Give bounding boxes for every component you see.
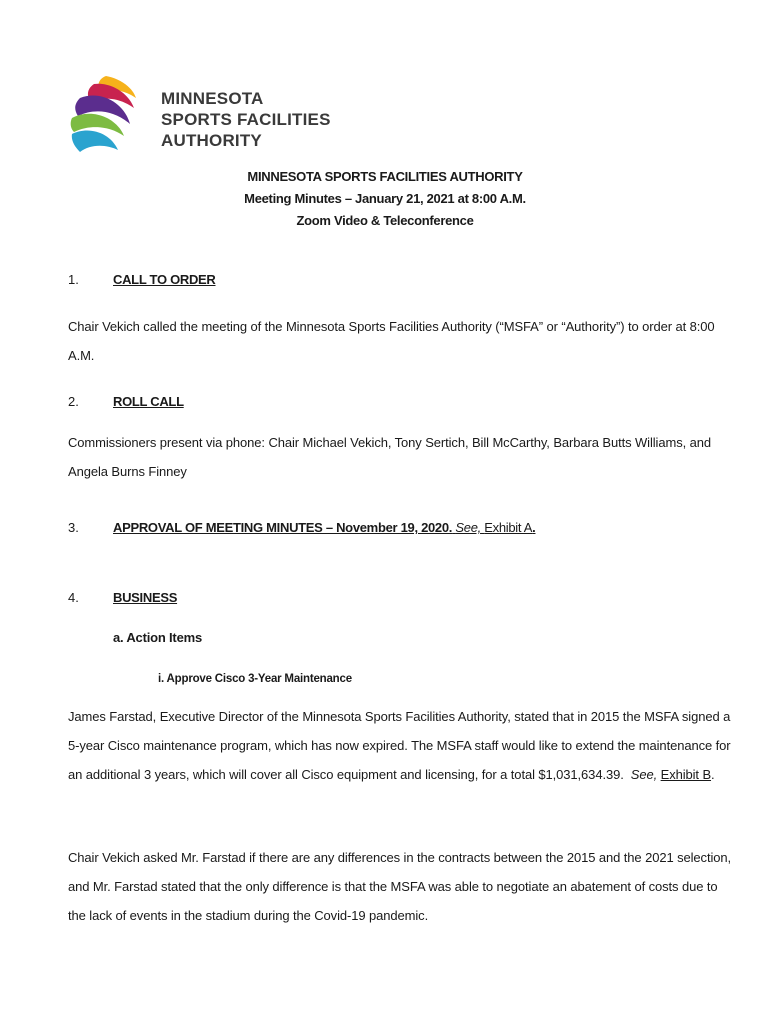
subsection-action-items: a. Action Items bbox=[113, 630, 202, 645]
exhibit-b-link[interactable]: Exhibit B bbox=[660, 767, 712, 782]
section-title-call-to-order: CALL TO ORDER bbox=[113, 272, 216, 287]
section-number: 3. bbox=[68, 520, 79, 535]
logo-line-2: SPORTS FACILITIES bbox=[161, 110, 331, 129]
msfa-logo bbox=[66, 74, 331, 158]
item-approve-cisco: i. Approve Cisco 3-Year Maintenance bbox=[158, 673, 352, 685]
section-title-roll-call: ROLL CALL bbox=[113, 394, 184, 409]
section-number: 1. bbox=[68, 272, 79, 287]
header-meeting-date: Meeting Minutes – January 21, 2021 at 8:00 A.M. bbox=[244, 191, 526, 206]
approval-period: . bbox=[532, 520, 536, 535]
logo-swirl-icon bbox=[66, 74, 156, 158]
section-number: 2. bbox=[68, 394, 79, 409]
exhibit-a-link[interactable]: Exhibit A bbox=[484, 520, 533, 535]
roll-call-paragraph: Commissioners present via phone: Chair Michael Vekich, Tony Sertich, Bill McCarthy, Barbara Butts Williams, and Angela Burns Finney bbox=[68, 435, 712, 479]
section-title-business: BUSINESS bbox=[113, 590, 178, 605]
logo-line-1: MINNESOTA bbox=[161, 89, 264, 108]
cisco-paragraph-2: Chair Vekich asked Mr. Farstad if there are any differences in the contracts between the 2015 and the 2021 selection, and Mr. Farstad stated that the only difference is that the MSFA was able to negotiate an abatement of costs due to the lack of events in the stadium during the Covid-19 pandemic. bbox=[68, 850, 732, 923]
cisco-paragraph-1-text: James Farstad, Executive Director of the Minnesota Sports Facilities Authority, stated that in 2015 the MSFA signed a 5-year Cisco maintenance program, which has now expired. The MSFA staff would like to extend the maintenance for an additional 3 years, which will cover all Cisco equipment and licensing, for a total $1,031,634.39. bbox=[68, 709, 731, 782]
approval-see: See, bbox=[455, 520, 481, 535]
section-title-approval-minutes bbox=[113, 520, 535, 535]
header-meeting-location: Zoom Video & Teleconference bbox=[296, 213, 474, 228]
header-org-name: MINNESOTA SPORTS FACILITIES AUTHORITY bbox=[247, 169, 523, 184]
cisco-paragraph-1 bbox=[68, 702, 736, 789]
approval-title-text: APPROVAL OF MEETING MINUTES – November 19, 2020. bbox=[113, 520, 453, 535]
cisco-period: . bbox=[711, 767, 715, 782]
logo-wordmark bbox=[161, 88, 331, 151]
document-header bbox=[0, 166, 770, 232]
cisco-see: See, bbox=[630, 767, 658, 782]
section-number: 4. bbox=[68, 590, 79, 605]
logo-line-3: AUTHORITY bbox=[161, 131, 262, 150]
call-to-order-paragraph: Chair Vekich called the meeting of the Minnesota Sports Facilities Authority (“MSFA” or “Authority”) to order at 8:00 A.M. bbox=[68, 319, 715, 363]
